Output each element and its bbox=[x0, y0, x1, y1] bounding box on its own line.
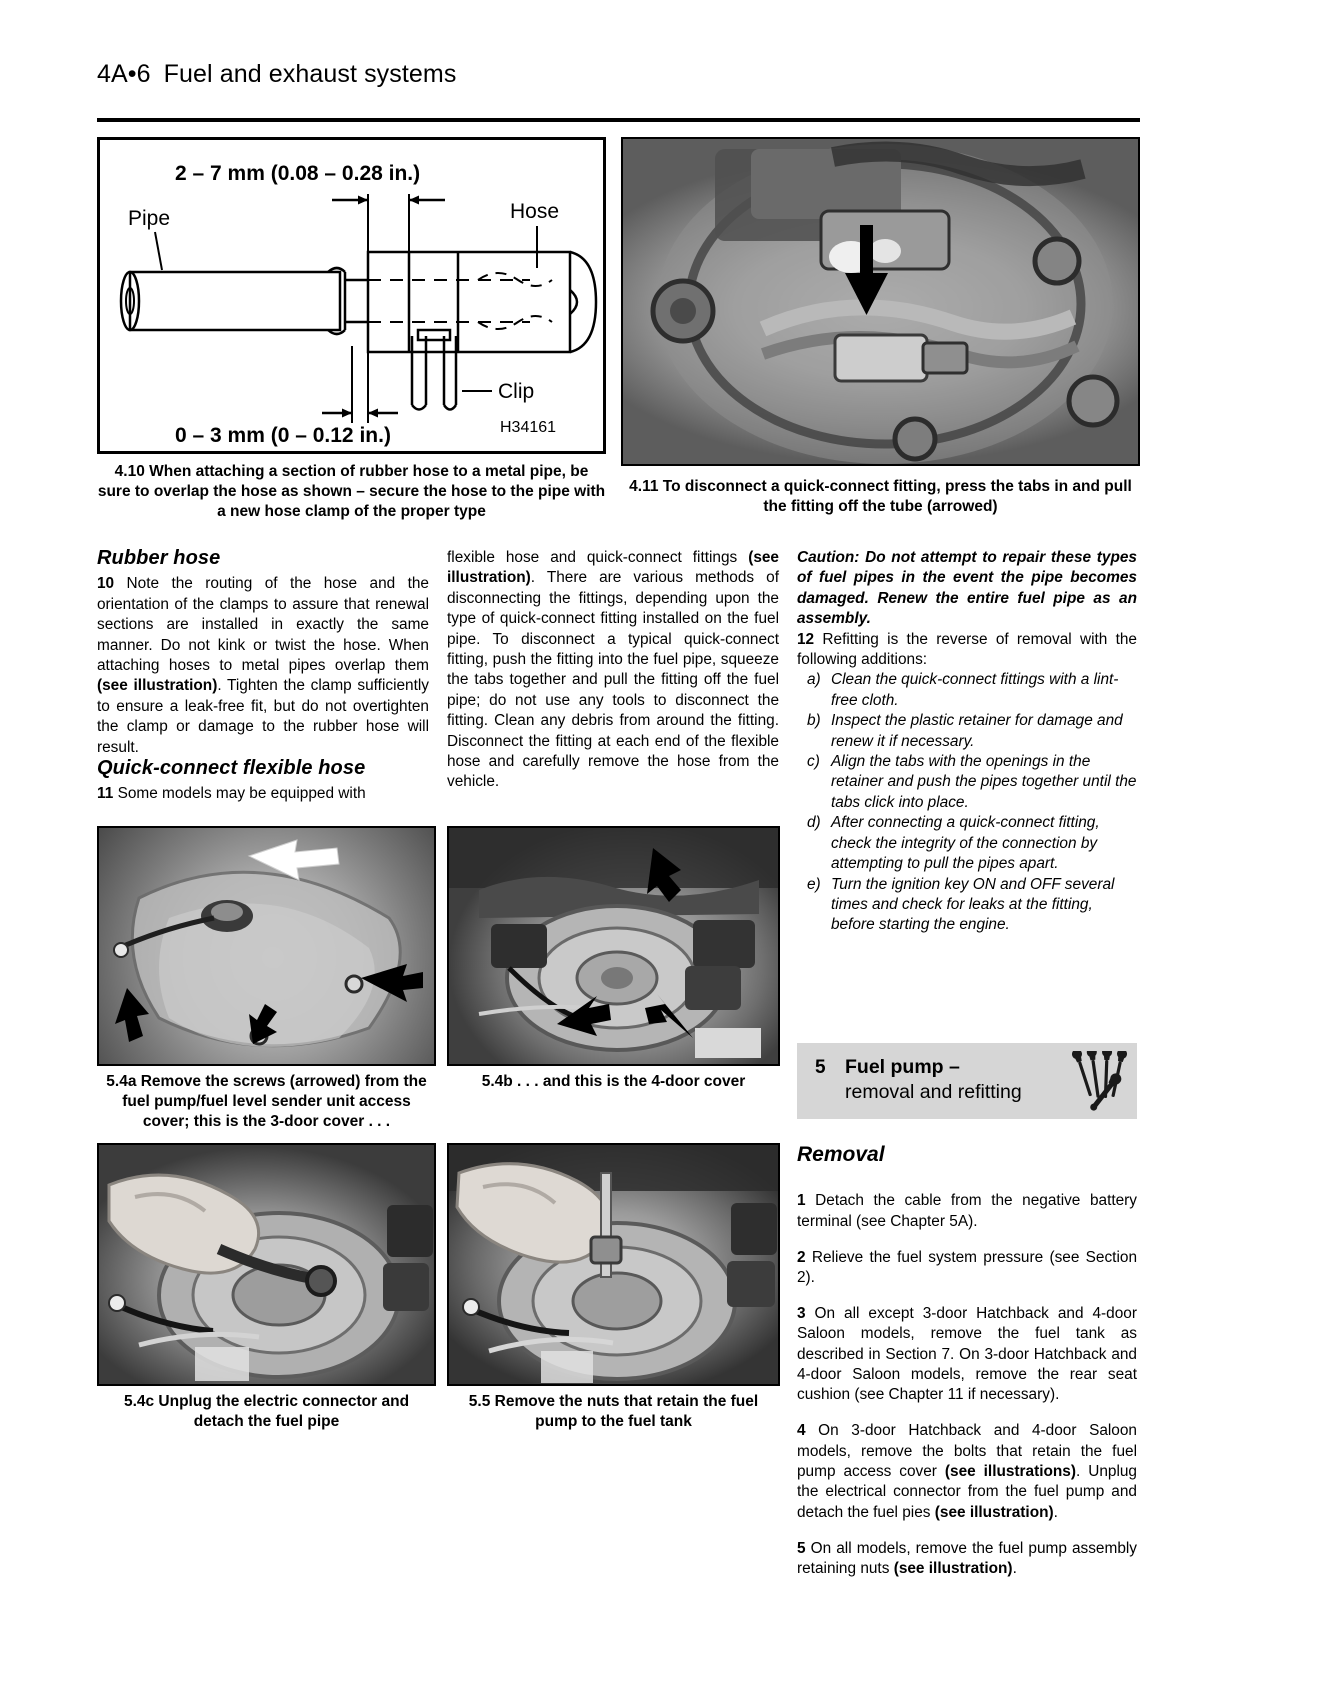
paragraph-12 bbox=[797, 630, 1137, 671]
paragraph-10-text-1: Note the routing of the hose and the orientation of the clamps to assure that renewal sections are installed in exactly the same manner. Do not kink or twist the hose. When attaching hoses to metal pipes overlap them bbox=[97, 575, 429, 675]
refitting-additions-list bbox=[797, 670, 1137, 935]
list-item bbox=[797, 670, 1137, 711]
diagram-reference-code: H34161 bbox=[500, 419, 557, 436]
list-item bbox=[797, 875, 1137, 936]
removal-step-5-number: 5 bbox=[797, 1539, 806, 1557]
caption-figure-4-10: 4.10 When attaching a section of rubber hose to a metal pipe, be sure to overlap the hose as shown – secure the hose to the pipe with a new hose clamp of the proper type bbox=[97, 463, 606, 520]
figure-5-4c-photo bbox=[97, 1143, 436, 1386]
page-header bbox=[97, 60, 1237, 89]
paragraph-10 bbox=[97, 574, 429, 758]
section-5-title-line2: removal and refitting bbox=[845, 1081, 1022, 1103]
removal-step-5-text-2: . bbox=[1012, 1560, 1017, 1578]
paragraph-11-number: 11 bbox=[97, 785, 114, 803]
list-item bbox=[797, 813, 1137, 874]
removal-step-4-text-3: . bbox=[1053, 1503, 1058, 1521]
callout-arrow-black-left bbox=[115, 988, 149, 1042]
list-item-text: After connecting a quick-connect fitting, check the integrity of the connection by attempting to pull the pipes apart. bbox=[831, 814, 1100, 873]
photo-54a-content bbox=[99, 828, 434, 1064]
removal-step-3 bbox=[797, 1304, 1137, 1406]
removal-step-3-text: On all except 3-door Hatchback and 4-door Saloon models, remove the fuel tank as described in Section 7. On 3-door Hatchback and 4-door Saloon models, remove the rear seat cushion (see Chapter 11 if necessary). bbox=[797, 1304, 1137, 1404]
page-number: 4A•6 bbox=[97, 60, 151, 88]
photo-54b-content bbox=[449, 828, 778, 1064]
list-item-letter: d) bbox=[807, 814, 821, 832]
figure-5-5-photo bbox=[447, 1143, 780, 1386]
removal-step-4-text-1: On 3-door Hatchback and 4-door Saloon models, remove the bolts that retain the fuel pump access cover bbox=[797, 1422, 1137, 1481]
list-item-text: Clean the quick-connect fittings with a lint-free cloth. bbox=[831, 671, 1119, 709]
removal-step-4-text-2: . Unplug the electrical connector from the fuel pump and detach the fuel pies bbox=[797, 1463, 1137, 1521]
figure-5-4a-photo bbox=[97, 826, 436, 1066]
list-item-letter: e) bbox=[807, 875, 821, 893]
body-column-left bbox=[97, 548, 429, 805]
dimension-bottom-label: 0 – 3 mm (0 – 0.12 in.) bbox=[175, 424, 391, 447]
heading-rubber-hose: Rubber hose bbox=[97, 547, 221, 569]
spanner-rating-icon bbox=[1071, 1051, 1127, 1113]
section-5-header-box bbox=[797, 1043, 1137, 1119]
header-rule bbox=[97, 118, 1140, 122]
paragraph-11 bbox=[97, 784, 429, 804]
clip-label: Clip bbox=[498, 380, 535, 403]
hose-label: Hose bbox=[510, 200, 560, 223]
heading-removal: Removal bbox=[797, 1143, 885, 1166]
body-column-right bbox=[797, 548, 1137, 936]
caption-figure-5-5: 5.5 Remove the nuts that retain the fuel pump to the fuel tank bbox=[468, 1393, 759, 1430]
paragraph-10-see-illustration: (see illustration) bbox=[97, 677, 218, 695]
photo-55-content bbox=[449, 1145, 778, 1384]
paragraph-11-cont-text-2: . There are various methods of disconnecting the fittings, depending upon the type of quick-connect fitting installed on the fuel pipe. To disconnect a typical quick-connect fitting, push the fitting into the fuel pipe, squeeze the tabs together and pull the fitting off the fuel pipe; do not use any tools to disconnect the fitting. Clean any debris from around the fitting. Disconnect the fitting at each end of the flexible hose and carefully remove the hose from the vehicle. bbox=[447, 569, 779, 791]
paragraph-11-text: Some models may be equipped with bbox=[117, 785, 366, 803]
photo-54c-content bbox=[99, 1145, 434, 1384]
removal-step-4 bbox=[797, 1421, 1137, 1523]
caption-figure-5-4a: 5.4a Remove the screws (arrowed) from the fuel pump/fuel level sender unit access cover; this is the 3-door cover . . . bbox=[106, 1073, 427, 1130]
paragraph-11-cont-text-1: flexible hose and quick-connect fittings bbox=[447, 549, 749, 566]
paragraph-10-text-2: . Tighten the clamp sufficiently to ensure a leak-free fit, but do not overtighten the clamp or damage to the rubber hose will result. bbox=[97, 677, 430, 756]
removal-step-5 bbox=[797, 1539, 1137, 1580]
removal-step-3-number: 3 bbox=[797, 1304, 806, 1322]
paragraph-11-continued bbox=[447, 548, 779, 793]
hose-pipe-clip-diagram bbox=[100, 140, 603, 451]
removal-step-1-text: Detach the cable from the negative battery terminal (see Chapter 5A). bbox=[797, 1192, 1138, 1230]
photo-411-content bbox=[623, 139, 1138, 464]
body-column-middle bbox=[447, 548, 779, 793]
caption-figure-5-4c: 5.4c Unplug the electric connector and detach the fuel pipe bbox=[123, 1393, 410, 1430]
figure-4-10-diagram bbox=[97, 137, 606, 454]
list-item-text: Align the tabs with the openings in the retainer and push the pipes together until the tabs click into place. bbox=[831, 753, 1137, 811]
removal-step-5-text-1: On all models, remove the fuel pump assembly retaining nuts bbox=[797, 1539, 1137, 1578]
removal-step-2-text: Relieve the fuel system pressure (see Section 2). bbox=[797, 1248, 1138, 1286]
removal-step-2 bbox=[797, 1248, 1137, 1289]
list-item-letter: c) bbox=[807, 753, 820, 771]
removal-steps-column bbox=[797, 1176, 1137, 1595]
list-item bbox=[797, 711, 1137, 752]
pipe-label: Pipe bbox=[128, 207, 171, 230]
removal-step-5-see-illustration: (see illustration) bbox=[893, 1560, 1013, 1578]
removal-step-1-number: 1 bbox=[797, 1192, 806, 1210]
caption-figure-4-11: 4.11 To disconnect a quick-connect fitting, press the tabs in and pull the fitting off the tube (arrowed) bbox=[629, 478, 1132, 515]
removal-step-4-number: 4 bbox=[797, 1422, 806, 1440]
paragraph-12-number: 12 bbox=[797, 630, 815, 648]
removal-step-4-see-illustrations: (see illustrations) bbox=[944, 1463, 1076, 1481]
page-title: Fuel and exhaust systems bbox=[163, 60, 457, 88]
list-item-text: Turn the ignition key ON and OFF several times and check for leaks at the fitting, before starting the engine. bbox=[831, 875, 1115, 934]
list-item-text: Inspect the plastic retainer for damage and renew it if necessary. bbox=[831, 712, 1123, 750]
dimension-top-label: 2 – 7 mm (0.08 – 0.28 in.) bbox=[175, 162, 421, 185]
section-5-number: 5 bbox=[815, 1057, 826, 1078]
caption-figure-5-4b: 5.4b . . . and this is the 4-door cover bbox=[481, 1073, 746, 1090]
figure-5-4b-photo bbox=[447, 826, 780, 1066]
heading-quick-connect-flexible-hose: Quick-connect flexible hose bbox=[97, 757, 366, 780]
list-item-letter: b) bbox=[807, 712, 821, 730]
paragraph-10-number: 10 bbox=[97, 575, 115, 593]
caution-note: Caution: Do not attempt to repair these types of fuel pipes in the event the pipe becomes damaged. Renew the entire fuel pipe as an assembly. bbox=[797, 549, 1137, 628]
paragraph-11-see-illustration: (see illustration) bbox=[447, 549, 779, 587]
list-item bbox=[797, 752, 1137, 813]
paragraph-12-text: Refitting is the reverse of removal with the following additions: bbox=[797, 630, 1137, 669]
removal-step-1 bbox=[797, 1191, 1137, 1232]
list-item-letter: a) bbox=[807, 671, 821, 689]
removal-step-2-number: 2 bbox=[797, 1248, 806, 1266]
removal-step-4-see-illustration: (see illustration) bbox=[934, 1503, 1054, 1521]
section-5-title-line1: Fuel pump – bbox=[845, 1056, 960, 1078]
figure-4-11-photo bbox=[621, 137, 1140, 466]
